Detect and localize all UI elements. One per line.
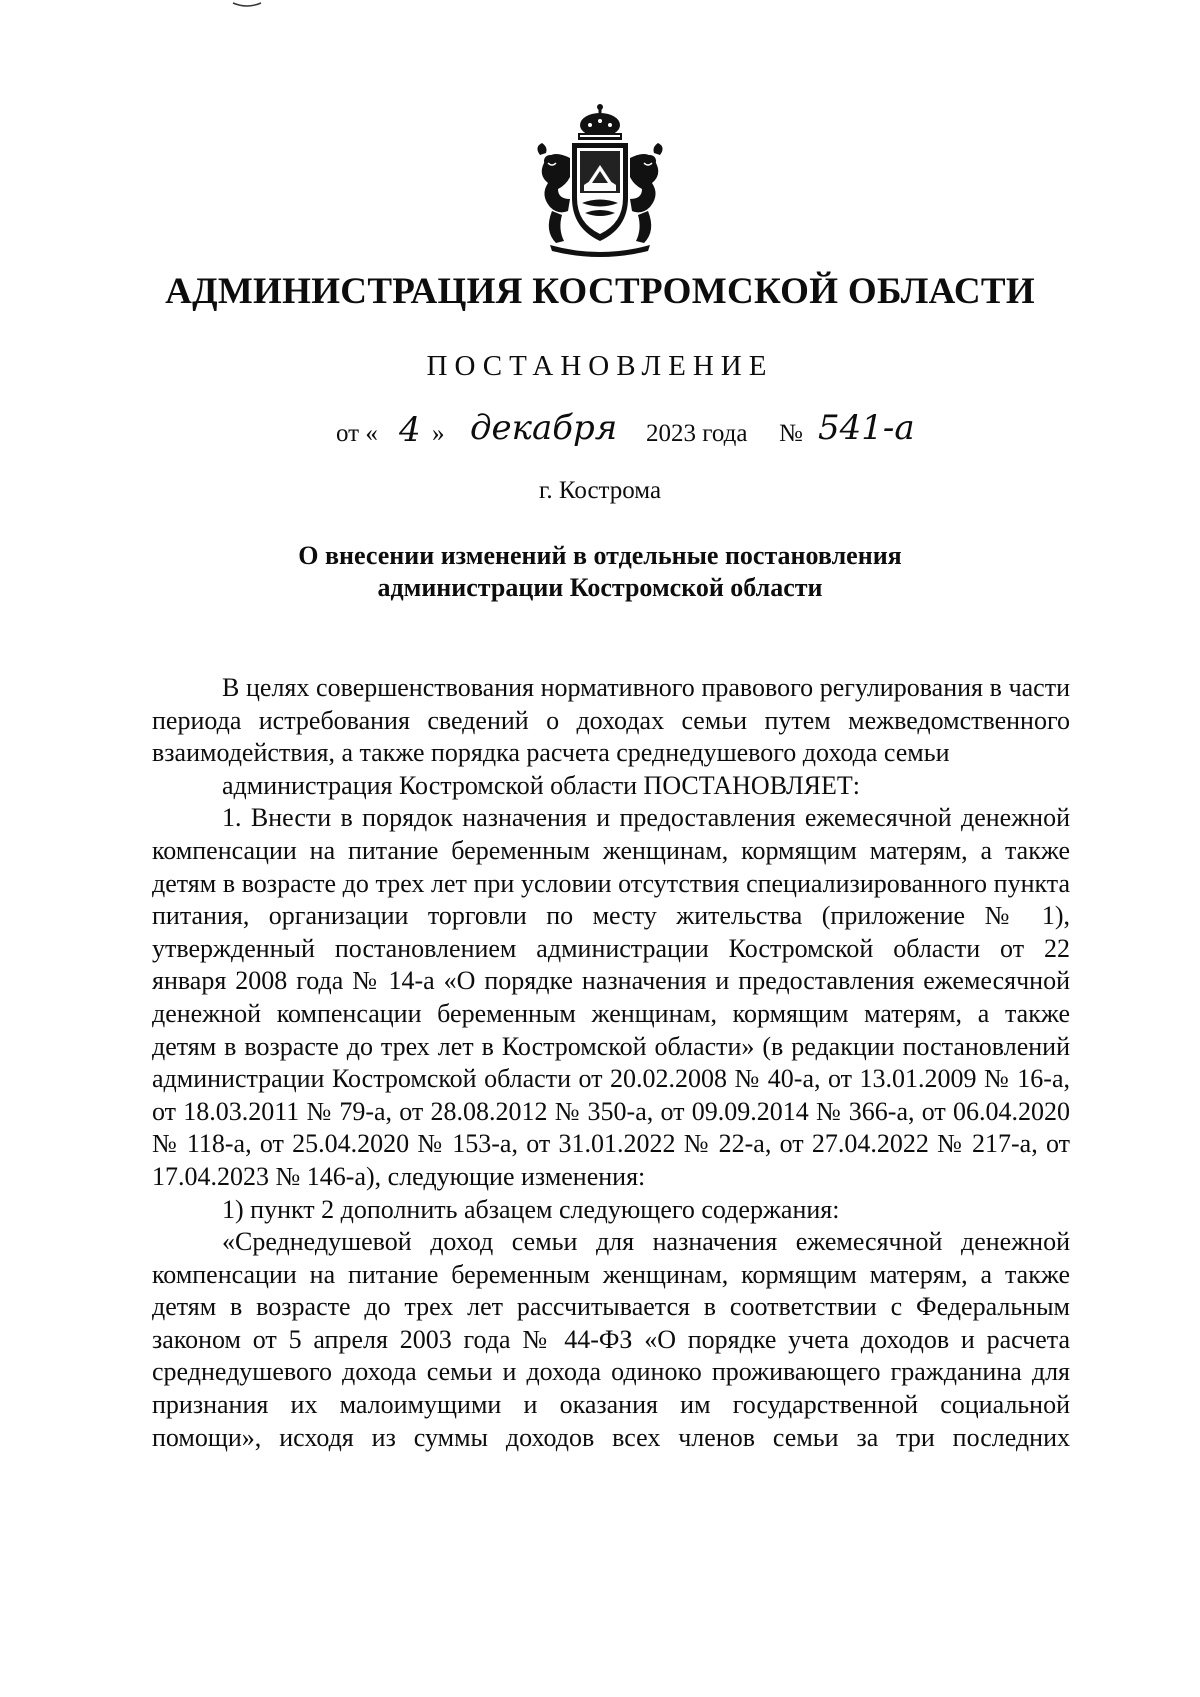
paragraph-subitem-1: 1) пункт 2 дополнить абзацем следующего содержания: [222,1194,840,1224]
paragraph-resolves: администрация Костромской области ПОСТАНОВЛЯЕТ: [222,770,861,800]
handwritten-day: 4 [399,410,421,450]
date-year: 2023 года [646,420,748,447]
date-prefix: от « [336,420,378,447]
city-line: г. Кострома [538,477,662,504]
organization-title: АДМИНИСТРАЦИЯ КОСТРОМСКОЙ ОБЛАСТИ [165,271,1035,312]
handwritten-doc-number: 541-а [818,408,915,448]
subject-line-2: администрации Костромской области [377,573,823,602]
date-number-line [336,408,1036,468]
scan-mark [232,2,262,8]
coat-of-arms-emblem [530,103,670,258]
document-type-heading: ПОСТАНОВЛЕНИЕ [426,350,774,382]
date-quote-close: » [432,420,445,447]
paragraph-quoted-text: «Среднедушевой доход семьи для назначения ежемесячной денежной компенсации на питание беременным женщинам, кормящим матерям, а также детям в возрасте до трех лет рассчитывается в соответствии с Федеральным законом от 5 апреля 2003 года № 44-ФЗ «О порядке учета доходов и расчета среднедушевого дохода семьи и дохода одиноко проживающего гражданина для признания их малоимущими и оказания им государственной социальной помощи», исходя из суммы доходов всех членов семьи за три последних [152,1227,1070,1452]
number-sign: № [779,420,803,447]
document-body [152,672,1070,1454]
paragraph-preamble: В целях совершенствования нормативного правового регулирования в части периода истребования сведений о доходах семьи путем межведомственного взаимодействия, а также порядка расчета среднедушевого дохода семьи [152,673,1070,768]
document-subject [0,540,1200,604]
paragraph-item-1: 1. Внести в порядок назначения и предоставления ежемесячной денежной компенсации на питание беременным женщинам, кормящим матерям, а также детям в возрасте до трех лет при условии отсутствия специализированного пункта питания, организации торговли по месту жительства (приложение № 1), утвержденный постановлением администрации Костромской области от 22 января 2008 года № 14-а «О порядке назначения и предоставления ежемесячной денежной компенсации беременным женщинам, кормящим матерям, а также детям в возрасте до трех лет в Костромской области» (в редакции постановлений администрации Костромской области от 20.02.2008 № 40-а, от 13.01.2009 № 16-а, от 18.03.2011 № 79-а, от 28.08.2012 № 350-а, от 09.09.2014 № 366-а, от 06.04.2020 № 118-а, от 25.04.2020 № 153-а, от 31.01.2022 № 22-а, от 27.04.2022 № 217-а, от 17.04.2023 № 146-а), следующие изменения: [152,803,1070,1191]
handwritten-month: декабря [470,408,618,448]
subject-line-1: О внесении изменений в отдельные постановления [298,541,902,570]
